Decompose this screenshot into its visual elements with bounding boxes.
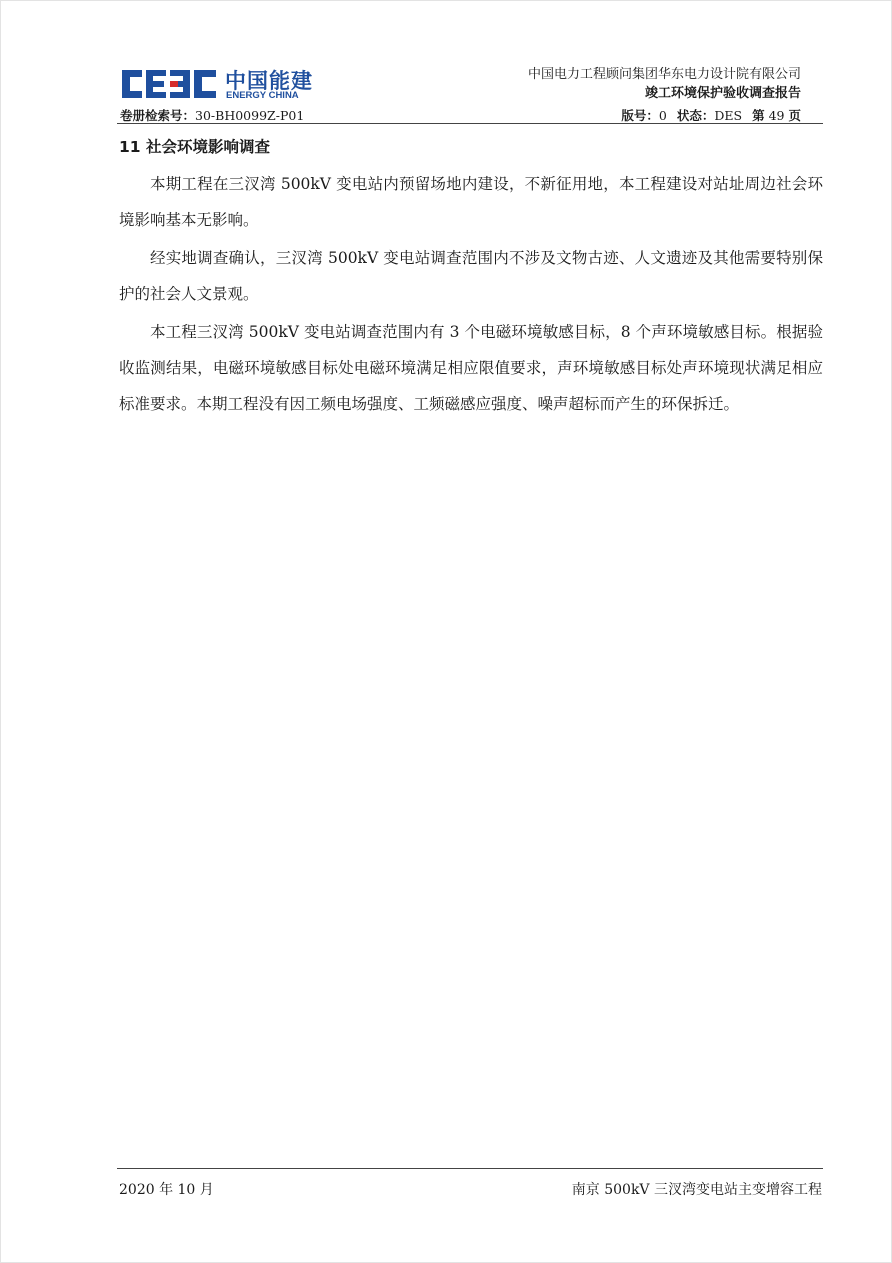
status-value: DES (714, 108, 743, 123)
paragraph: 本期工程在三汊湾 500kV 变电站内预留场地内建设，不新征用地，本工程建设对站址周边社会环境影响基本无影响。 (119, 175, 823, 229)
footer-rule (117, 1168, 823, 1169)
page-header (117, 60, 823, 124)
ceec-logo-mark (120, 66, 218, 102)
page-prefix: 第 (752, 108, 765, 123)
footer-date: 2020 年 10 月 (119, 1182, 214, 1198)
status-label: 状态： (676, 108, 715, 123)
paragraph: 本工程三汊湾 500kV 变电站调查范围内有 3 个电磁环境敏感目标，8 个声环境敏感目标。根据验收监测结果，电磁环境敏感目标处电磁环境满足相应限值要求，声环境敏感目标处声环境现状满足相应标准要求。本期工程没有因工频电场强度、工频磁感应强度、噪声超标而产生的环保拆迁。 (119, 323, 823, 413)
version-status-page (621, 106, 801, 124)
index-number (120, 106, 304, 124)
section-heading: 11 社会环境影响调查 (119, 138, 270, 156)
page-number: 49 (768, 108, 785, 123)
page-suffix: 页 (788, 108, 801, 123)
index-value: 30-BH0099Z-P01 (195, 108, 305, 123)
logo-english-text: ENERGY CHINA (226, 90, 299, 101)
main-content (119, 136, 823, 424)
paragraph: 经实地调查确认，三汊湾 500kV 变电站调查范围内不涉及文物古迹、人文遗迹及其他需要特别保护的社会人文景观。 (119, 249, 823, 303)
version-value: 0 (658, 108, 667, 123)
header-rule (117, 123, 823, 124)
company-name: 中国电力工程顾问集团华东电力设计院有限公司 (527, 67, 801, 82)
index-label: 卷册检索号： (120, 108, 196, 123)
header-titles (528, 65, 801, 103)
report-title: 竣工环境保护验收调查报告 (644, 86, 801, 101)
energy-china-logo (120, 66, 315, 102)
version-label: 版号： (621, 108, 659, 123)
logo-chinese-text: 中国能建 (225, 69, 313, 93)
footer-project-name: 南京 500kV 三汊湾变电站主变增容工程 (571, 1182, 822, 1198)
